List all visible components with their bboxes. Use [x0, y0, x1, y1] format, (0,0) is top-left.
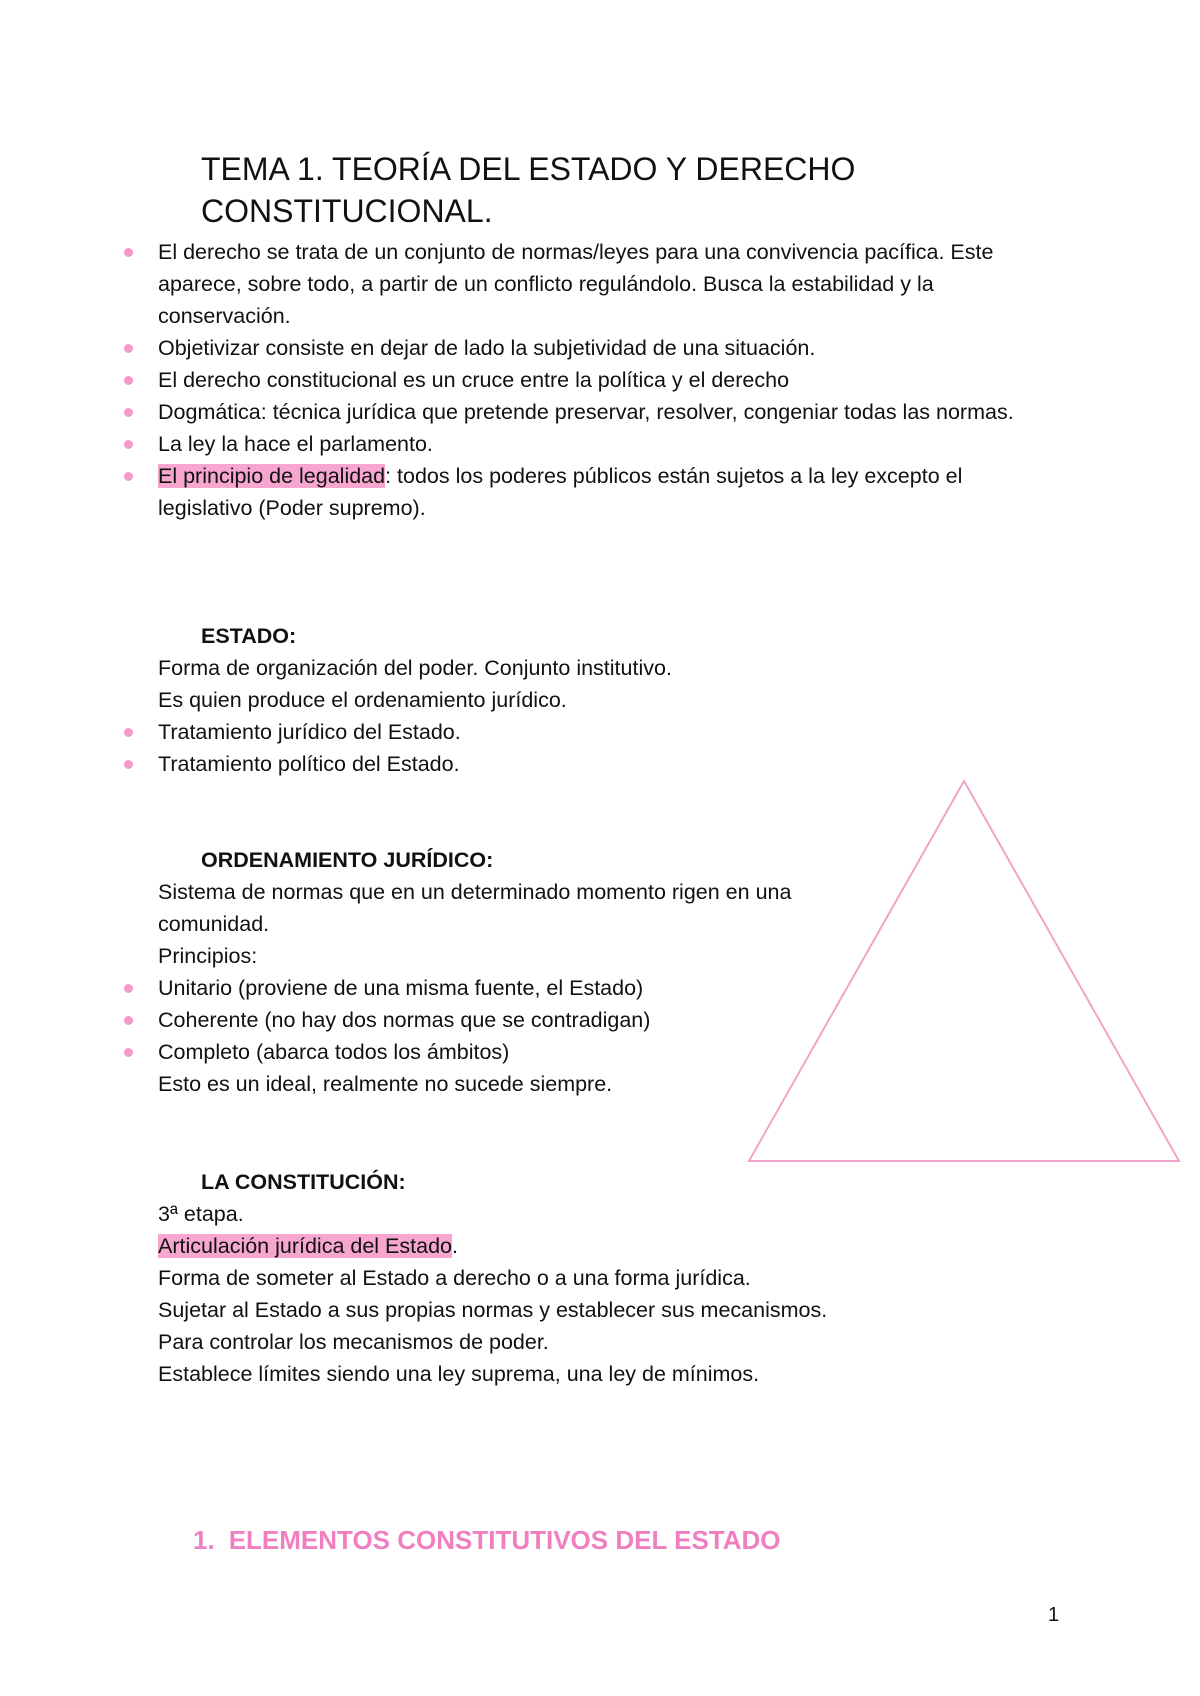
paragraph-line: Forma de organización del poder. Conjunto institutivo. — [158, 656, 672, 680]
list-item-text: Objetivizar consiste en dejar de lado la subjetividad de una situación. — [158, 336, 816, 360]
triangle-shape — [749, 781, 1179, 1161]
list-item-text: Dogmática: técnica jurídica que pretende preservar, resolver, congeniar todas las normas. — [158, 400, 1014, 424]
list-item-text: Unitario (proviene de una misma fuente, el Estado) — [158, 976, 644, 1000]
list-item — [158, 716, 1058, 748]
list-item-text: Tratamiento político del Estado. — [158, 752, 460, 776]
highlighted-term: Articulación jurídica del Estado — [158, 1234, 452, 1258]
list-item — [158, 396, 1058, 428]
list-item-text: La ley la hace el parlamento. — [158, 432, 433, 456]
paragraph-line: Es quien produce el ordenamiento jurídico. — [158, 688, 567, 712]
list-item-text: El derecho constitucional es un cruce entre la política y el derecho — [158, 368, 790, 392]
list-item-text: Coherente (no hay dos normas que se contradigan) — [158, 1008, 651, 1032]
list-item-text: El derecho se trata de un conjunto de normas/leyes para una convivencia pacífica. Este aparece, sobre todo, a partir de un conflicto regulándolo. Busca la estabilidad y la conservación. — [158, 240, 994, 328]
list-item — [158, 428, 1058, 460]
page-number: 1 — [1048, 1604, 1060, 1626]
list-item — [158, 748, 1058, 780]
list-item — [158, 332, 1058, 364]
ordenamiento-heading: ORDENAMIENTO JURÍDICO: — [201, 848, 494, 872]
highlighted-term: El principio de legalidad — [158, 464, 386, 488]
paragraph-line: 3ª etapa. — [158, 1202, 244, 1226]
triangle-drawing — [745, 777, 1185, 1167]
paragraph-line: Esto es un ideal, realmente no sucede siempre. — [158, 1072, 613, 1096]
intro-section — [158, 236, 1058, 524]
paragraph-line — [158, 1230, 1058, 1262]
estado-section — [158, 652, 1058, 780]
estado-bullet-list — [158, 716, 1058, 780]
paragraph-line: Establece límites siendo una ley suprema, una ley de mínimos. — [158, 1362, 760, 1386]
list-item-text: : todos los poderes públicos están sujetos a la ley excepto el legislativo (Poder supremo). — [158, 464, 963, 520]
highlight-tail: . — [452, 1234, 458, 1258]
section-1-heading — [193, 1522, 781, 1558]
list-item — [158, 236, 1058, 332]
paragraph-line: Sistema de normas que en un determinado momento rigen en una — [158, 880, 792, 904]
document-title: TEMA 1. TEORÍA DEL ESTADO Y DERECHO CONSTITUCIONAL. — [201, 151, 856, 229]
intro-bullet-list — [158, 236, 1058, 524]
constitucion-section — [158, 1198, 1058, 1390]
paragraph-line: Para controlar los mecanismos de poder. — [158, 1330, 549, 1354]
list-item-text: Tratamiento jurídico del Estado. — [158, 720, 461, 744]
paragraph-line: Forma de someter al Estado a derecho o a una forma jurídica. — [158, 1266, 751, 1290]
section-label: ELEMENTOS CONSTITUTIVOS DEL ESTADO — [228, 1525, 781, 1555]
constitucion-heading: LA CONSTITUCIÓN: — [201, 1170, 406, 1194]
section-number: 1. — [193, 1525, 215, 1555]
paragraph-line: comunidad. — [158, 912, 270, 936]
list-item-text: Completo (abarca todos los ámbitos) — [158, 1040, 510, 1064]
list-item — [158, 460, 1058, 524]
paragraph-line: Sujetar al Estado a sus propias normas y establecer sus mecanismos. — [158, 1298, 828, 1322]
estado-heading: ESTADO: — [201, 624, 297, 648]
list-item — [158, 364, 1058, 396]
paragraph-line: Principios: — [158, 944, 258, 968]
